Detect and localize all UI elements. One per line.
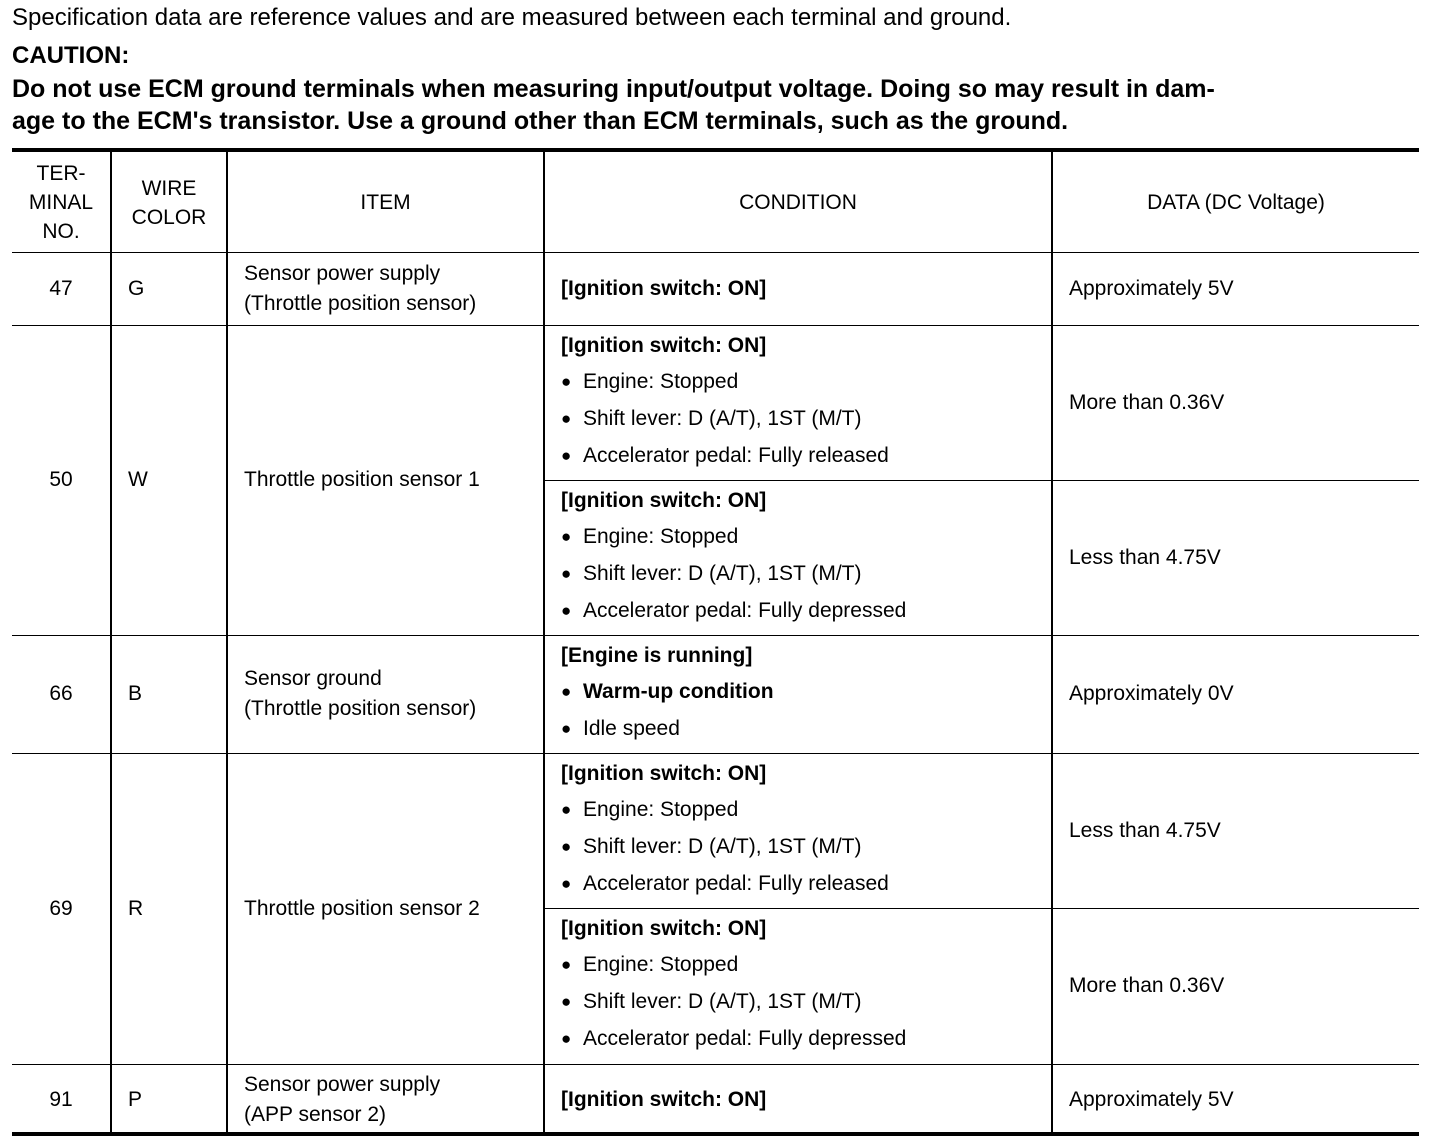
caution-title: CAUTION: [12, 42, 130, 69]
condition-bullet: ● Shift lever: D (A/T), 1ST (M/T) [561, 983, 1051, 1020]
row-divider [545, 480, 1419, 481]
voltage-data: Approximately 5V [1069, 1088, 1234, 1111]
item-name: Sensor ground (Throttle position sensor) [244, 667, 477, 720]
condition-bullet: ● Engine: Stopped [561, 946, 1051, 983]
terminal-spec-table [12, 148, 1419, 1136]
voltage-data: Less than 4.75V [1069, 818, 1221, 842]
condition-bullet: ● Accelerator pedal: Fully released [561, 437, 1051, 474]
intro-text: Specification data are reference values and are measured between each terminal and ground. [12, 4, 1012, 31]
condition-heading: [Ignition switch: ON] [561, 277, 767, 300]
condition-bullet: ● Accelerator pedal: Fully depressed [561, 592, 1051, 629]
terminal-no: 50 [49, 468, 73, 491]
wire-color: R [128, 896, 144, 920]
terminal-no: 47 [49, 277, 73, 300]
item-name: Throttle position sensor 2 [244, 896, 480, 920]
header-condition: CONDITION [739, 190, 857, 214]
condition-cell [545, 325, 1051, 480]
condition-cell [545, 635, 1051, 753]
condition-heading: [Ignition switch: ON] [561, 334, 767, 357]
terminal-no: 69 [49, 896, 73, 920]
condition-bullet: ● Engine: Stopped [561, 518, 1051, 555]
terminal-no: 91 [49, 1088, 73, 1111]
voltage-data: More than 0.36V [1069, 390, 1225, 414]
header-terminal-no: TER- MINAL NO. [28, 162, 94, 243]
wire-color: P [128, 1088, 143, 1111]
condition-bullet: ● Engine: Stopped [561, 363, 1051, 400]
voltage-data: More than 0.36V [1069, 974, 1225, 997]
condition-bullet: ● Warm-up condition [561, 673, 1051, 710]
condition-bullet: ● Accelerator pedal: Fully depressed [561, 1020, 1051, 1057]
terminal-no: 66 [49, 682, 73, 705]
condition-bullet: ● Engine: Stopped [561, 791, 1051, 828]
header-wire-color: WIRE COLOR [131, 176, 207, 229]
condition-cell [545, 1064, 1051, 1136]
condition-bullet: ● Accelerator pedal: Fully released [561, 865, 1051, 902]
row-divider [545, 908, 1419, 909]
condition-bullet: ● Idle speed [561, 710, 1051, 747]
condition-heading: [Ignition switch: ON] [561, 762, 767, 785]
wire-color: W [128, 468, 148, 491]
item-name: Sensor power supply (APP sensor 2) [244, 1073, 441, 1126]
voltage-data: Approximately 0V [1069, 682, 1234, 705]
condition-cell [545, 480, 1051, 635]
header-item: ITEM [360, 190, 411, 214]
condition-heading: [Engine is running] [561, 644, 753, 667]
condition-bullet: ● Shift lever: D (A/T), 1ST (M/T) [561, 400, 1051, 437]
condition-heading: [Ignition switch: ON] [561, 489, 767, 512]
condition-bullet: ● Shift lever: D (A/T), 1ST (M/T) [561, 828, 1051, 865]
item-name: Sensor power supply (Throttle position sensor) [244, 262, 477, 315]
voltage-data: Less than 4.75V [1069, 545, 1221, 569]
caution-text: Do not use ECM ground terminals when measuring input/output voltage. Doing so may result in dam- age to the ECM's transistor. Use a ground other than ECM terminals, such as the ground. [12, 75, 1215, 135]
item-name: Throttle position sensor 1 [244, 468, 480, 491]
voltage-data: Approximately 5V [1069, 277, 1234, 300]
condition-bullet: ● Shift lever: D (A/T), 1ST (M/T) [561, 555, 1051, 592]
condition-cell [545, 253, 1051, 325]
wire-color: B [128, 682, 143, 705]
condition-cell [545, 908, 1051, 1064]
condition-cell [545, 753, 1051, 908]
condition-heading: [Ignition switch: ON] [561, 1088, 767, 1111]
condition-heading: [Ignition switch: ON] [561, 917, 767, 940]
wire-color: G [128, 277, 145, 300]
header-data: DATA (DC Voltage) [1147, 190, 1325, 214]
